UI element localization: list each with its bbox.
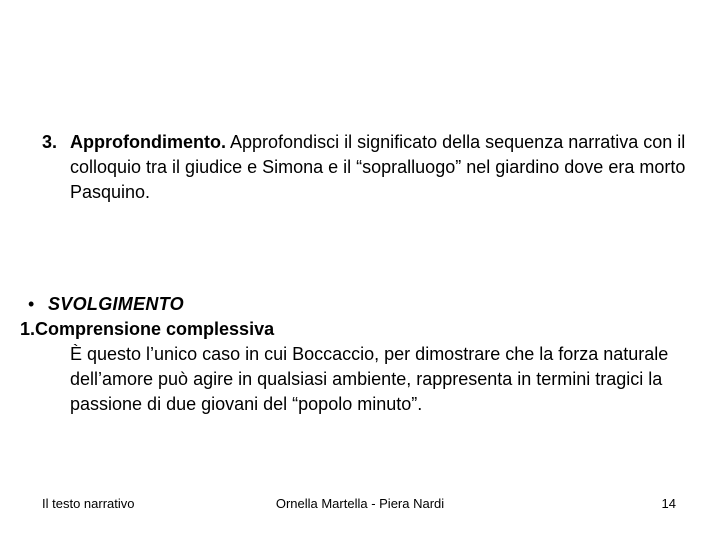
approfondimento-section	[42, 130, 692, 205]
bullet-icon: •	[28, 294, 35, 314]
page-number: 14	[661, 496, 676, 511]
comprensione-body: È questo l’unico caso in cui Boccaccio, per dimostrare che la forza naturale dell’amore può agire in qualsiasi ambiente, rappresenta in termini tragici la passione di due giovani del “popolo minuto”.	[70, 344, 669, 414]
approfondimento-paragraph	[70, 130, 692, 205]
footer-title: Il testo narrativo	[42, 496, 135, 511]
approfondimento-heading: Approfondimento.	[70, 132, 226, 152]
section-number: 3.	[42, 132, 58, 152]
svolgimento-heading: SVOLGIMENTO	[48, 294, 184, 314]
footer	[0, 494, 720, 514]
svolgimento-title-row	[20, 292, 700, 317]
svolgimento-section	[20, 292, 700, 417]
approfondimento-body: Approfondisci il significato della sequenza narrativa con il colloquio tra il giudice e Simona e il “sopralluogo” nel giardino dove era morto Pasquino.	[70, 132, 686, 202]
comprensione-heading: 1.Comprensione complessiva	[20, 319, 275, 339]
footer-authors: Ornella Martella - Piera Nardi	[275, 496, 445, 511]
